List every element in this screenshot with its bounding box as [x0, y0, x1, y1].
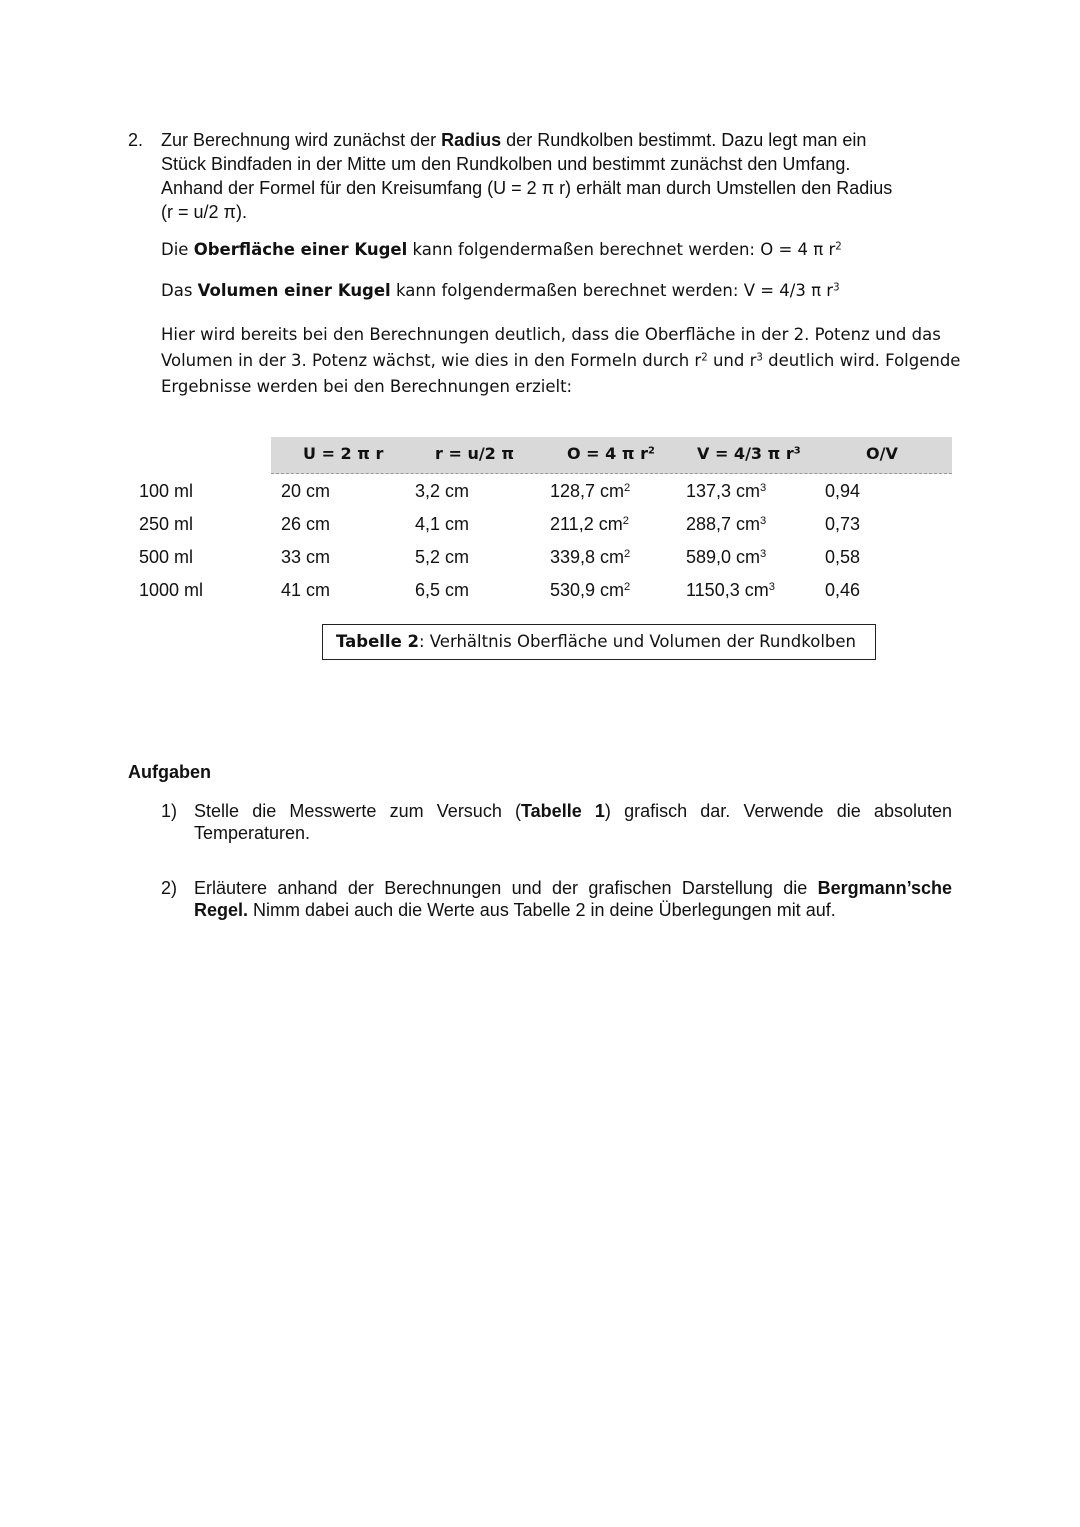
cell-circumference: 20 cm: [281, 481, 331, 501]
header-volume: V = 4/3 π $r^3$: [697, 444, 801, 463]
row-label: 250 ml: [139, 514, 194, 534]
section-2-line-2: Stück Bindfaden in der Mitte um den Rundkolben und bestimmt zunächst den Umfang.: [161, 154, 851, 174]
task-text: Stelle die Messwerte zum Versuch (Tabelle 1) grafisch dar. Verwende die absoluten Temperaturen.: [194, 801, 952, 843]
row-label: 100 ml: [139, 481, 194, 501]
row-label: 1000 ml: [139, 580, 204, 600]
cell-volume: 137,3 $cm^3$: [686, 481, 767, 501]
table-caption: Tabelle 2: Verhältnis Oberfläche und Volumen der Rundkolben: [322, 624, 876, 660]
header-radius: r = u/2 π: [435, 444, 515, 463]
cell-ratio: 0,46: [825, 580, 861, 600]
cell-surface: 339,8 $cm^2$: [550, 547, 631, 567]
cell-radius: 5,2 cm: [415, 547, 470, 567]
task-number: 1): [161, 801, 178, 821]
cell-radius: 6,5 cm: [415, 580, 470, 600]
row-label: 500 ml: [139, 547, 194, 567]
header-circumference: U = 2 π r: [303, 444, 384, 463]
cell-surface: 128,7 $cm^2$: [550, 481, 631, 501]
cell-volume: 1150,3 $cm^3$: [686, 580, 775, 600]
header-surface: O = 4 π $r^2$: [567, 444, 655, 463]
section-2-line-4: (r = u/2 π).: [161, 202, 247, 222]
section-number: 2.: [128, 130, 144, 150]
cell-circumference: 33 cm: [281, 547, 331, 567]
cell-volume: 589,0 $cm^3$: [686, 547, 767, 567]
task-2: [161, 877, 952, 921]
cell-volume: 288,7 $cm^3$: [686, 514, 767, 534]
cell-circumference: 41 cm: [281, 580, 331, 600]
explanation-paragraph: Hier wird bereits bei den Berechnungen deutlich, dass die Oberfläche in der 2. Potenz und das Volumen in der 3. Potenz wächst, wie dies in den Formeln durch $r^2$ und $r^3$ deutlich wird. Folgende Ergebnisse werden bei den Berechnungen erzielt:: [161, 325, 961, 396]
cell-circumference: 26 cm: [281, 514, 331, 534]
header-ratio: O/V: [866, 444, 898, 463]
section-2-line-3: Anhand der Formel für den Kreisumfang (U = 2 π r) erhält man durch Umstellen den Radius: [161, 178, 893, 198]
cell-surface: 211,2 $cm^2$: [550, 514, 629, 534]
tasks-heading: Aufgaben: [128, 762, 211, 782]
section-2-paragraph: [128, 128, 958, 224]
task-text: Erläutere anhand der Berechnungen und der grafischen Darstellung die Bergmann’sche Regel. Nimm dabei auch die Werte aus Tabelle 2 in deine Überlegungen mit auf.: [194, 878, 952, 920]
volume-formula-line: Das Volumen einer Kugel kann folgendermaßen berechnet werden: V = 4/3 π $r^3$: [161, 281, 840, 300]
cell-surface: 530,9 $cm^2$: [550, 580, 631, 600]
section-2-text: [161, 128, 958, 224]
surface-formula-line: Die Oberfläche einer Kugel kann folgendermaßen berechnet werden: O = 4 π $r^2$: [161, 240, 842, 259]
task-1: [161, 800, 952, 844]
cell-ratio: 0,94: [825, 481, 861, 501]
cell-radius: 3,2 cm: [415, 481, 470, 501]
cell-ratio: 0,73: [825, 514, 861, 534]
radius-term: Radius: [441, 130, 502, 150]
task-number: 2): [161, 878, 178, 898]
cell-radius: 4,1 cm: [415, 514, 470, 534]
cell-ratio: 0,58: [825, 547, 861, 567]
section-2-line-1: Zur Berechnung wird zunächst der Radius der Rundkolben bestimmt. Dazu legt man ein: [161, 130, 867, 150]
